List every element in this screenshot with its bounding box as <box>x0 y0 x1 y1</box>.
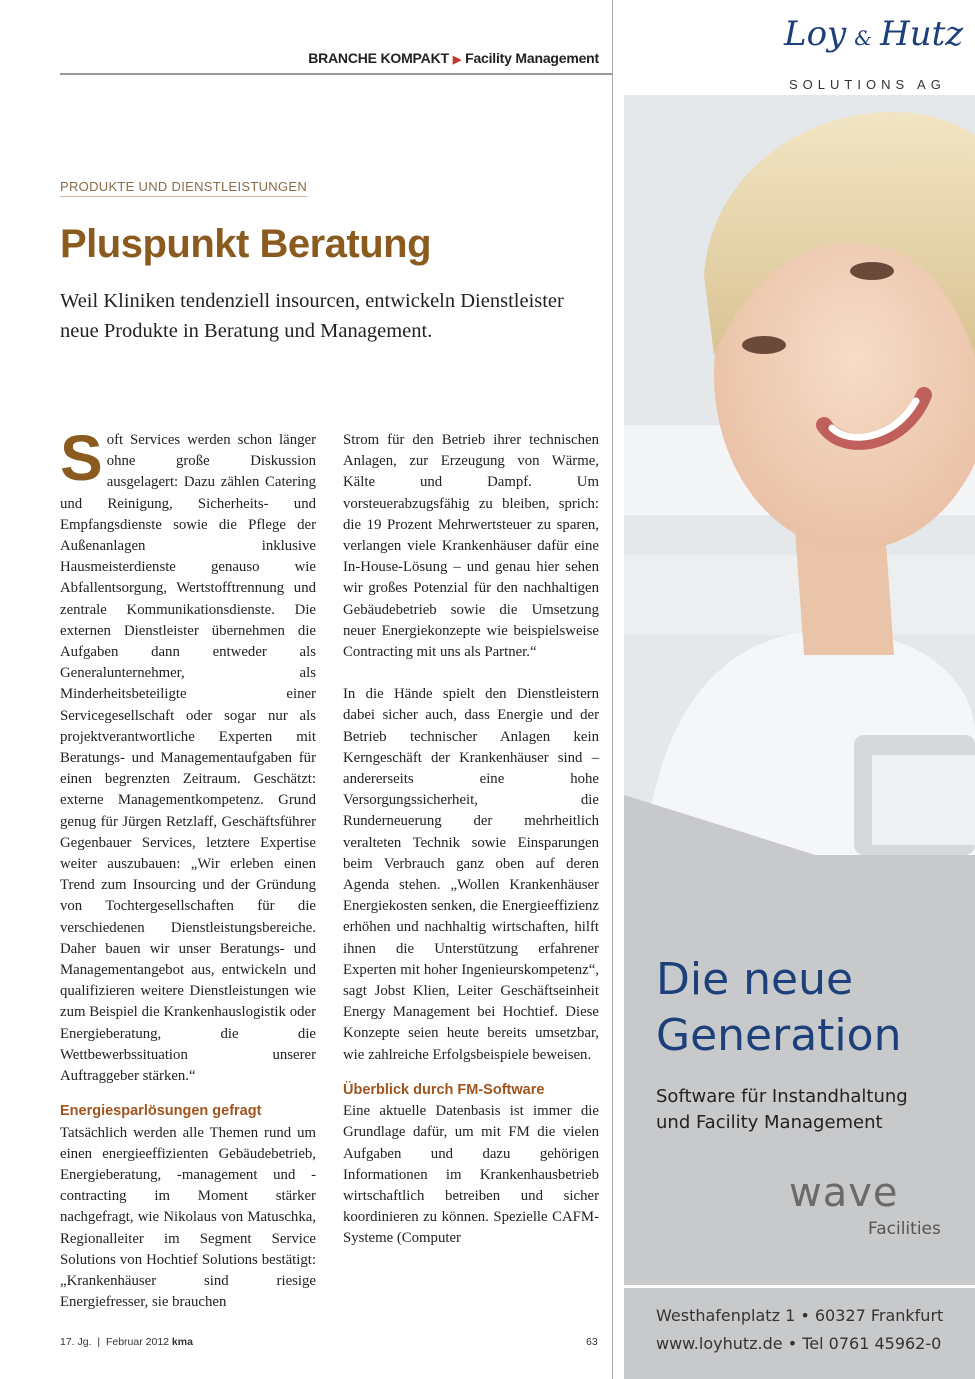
subheading: Überblick durch FM-Software <box>343 1081 545 1098</box>
article-teaser: Weil Kliniken tendenziell insourcen, entwickeln Dienstleister neue Produkte in Beratung und Management. <box>60 290 564 342</box>
ad-address: Westhafenplatz 1 • 60327 Frankfurt <box>656 1306 944 1325</box>
advertisement <box>624 0 975 1379</box>
article-headline: Pluspunkt Beratung <box>60 222 432 266</box>
page-footer <box>60 1336 193 1348</box>
ad-contact-strip <box>624 1285 975 1379</box>
diagonal-shape <box>624 795 975 875</box>
footer-magazine: kma <box>171 1336 193 1348</box>
text-column-1 <box>60 422 316 1313</box>
column-divider <box>612 0 613 1379</box>
triangle-right-icon: ▶ <box>452 54 462 66</box>
ad-contact: www.loyhutz.de • Tel 0761 45962-0 <box>656 1334 942 1353</box>
footer-volume: 17. Jg. <box>60 1336 92 1348</box>
paragraph: Strom für den Betrieb ihrer technischen Anlagen, zur Erzeugung von Wärme, Kälte und Dampf. Um vorsteuerabzugsfähig zu bleiben, sprich: die 19 Prozent Mehrwertsteuer zu sparen, verlangen viele Krankenhäuser dafür eine In-House-Lösung – und genau hier sehen wir großes Potenzial für den nachhaltigen Gebäudebetrieb sowie die Umsetzung neuer Energiekonzepte wie beispielsweise Contracting mit uns als Partner.“ <box>343 432 599 661</box>
ad-headline-line: Generation <box>656 1010 902 1061</box>
woman-portrait-image <box>624 95 975 855</box>
logo-amp: & <box>854 26 873 50</box>
running-head-section: BRANCHE KOMPAKT <box>308 50 449 66</box>
paragraph: Tatsächlich werden alle Themen rund um einen energieeffizienten Gebäudebetrieb, Energieberatung, -management und -contracting im Moment stärker nachgefragt, wie Nikolaus von Matuschka, Regionalleiter im Segment Service Solutions von Hochtief Solutions bestätigt: „Krankenhäuser sind riesige Energiefresser, sie brauchen <box>60 1124 316 1311</box>
header-rule <box>60 73 612 75</box>
footer-separator: | <box>97 1336 101 1348</box>
ad-photo-background <box>624 95 975 855</box>
dropcap: S <box>60 422 103 494</box>
footer-date: Februar 2012 <box>105 1336 169 1348</box>
paragraph-text: oft Services werden schon länger ohne große Diskussion ausgelagert: Dazu zählen Catering und Reinigung, Sicherheits- und Empfangsdienste sowie die Pflege der Außenanlagen inklusive Hausmeisterdienste genauso wie Abfallentsorgung, Wertstofftrennung und zentrale Kommunikationsdienste. Die externen Dienstleister übernehmen die Aufgaben dann entweder als Generalunternehmer, als Minderheitsbeteiligte einer Servicegesellschaft oder sogar nur als projektverantwortliche Experten mit Beratungs- und Managementaufgaben für einen begrenzten Zeitraum. Geschätzt: externe Managementkompetenz. Grund genug für Jürgen Retzlaff, Geschäftsführer Gegenbauer Services, letztere Expertise weiter auszubauen: „Wir erleben einen Trend zum Insourcing und der Gründung von Tochtergesellschaften für die verschiedenen Dienstleistungsbereiche. Daher bauen wir unser Beratungs- und Managementangebot aus, entwickeln und qualifizieren weitere Dienstleistungen wie zum Beispiel die Krankenhauslogistik oder Energieberatung, die die Wettbewerbssituation unserer Auftraggeber stärken.“ <box>60 432 316 1085</box>
paragraph: In die Hände spielt den Dienstleistern dabei sicher auch, dass Energie und der Betrieb technischer Anlagen kein Kerngeschäft der Krankenhäuser sind – andererseits eine hohe Versorgungssicherheit, die Runderneuerung der mehrheitlich veralteten Technik sowie Einsparungen beim Verbrauch ganz oben auf deren Agenda stehen. „Wollen Krankenhäuser Energiekosten senken, die Energieeffizienz erhöhen und nachhaltig wirtschaften, hilft ihnen die Unterstützung erfahrener Experten mit hoher Ingenieurskompetenz“, sagt Jobst Klien, Leiter Geschäftseinheit Energy Management bei Hochtief. Diese Konzepte seien heute bereits umsetzbar, wie zahlreiche Erfolgsbeispiele beweisen. <box>343 686 599 1063</box>
logo-left: Loy <box>784 14 847 54</box>
running-head <box>308 50 599 66</box>
company-logo-subtitle: SOLUTIONS AG <box>789 77 946 92</box>
text-column-2 <box>343 430 599 1250</box>
page-number: 63 <box>586 1336 598 1348</box>
paragraph: Eine aktuelle Datenbasis ist immer die Grundlage dafür, um mit FM die vielen Aufgaben und dazu gehörigen Informationen im Krankenhausbetrieb wirtschaftlich betreiben und sicher koordinieren zu können. Spezielle CAFM-Systeme (Computer <box>343 1103 599 1247</box>
running-head-topic: Facility Management <box>465 50 599 66</box>
subheading: Energiesparlösungen gefragt <box>60 1103 262 1120</box>
company-logo <box>784 14 963 54</box>
ad-subline-line: Software für Instandhaltung <box>656 1086 908 1107</box>
product-logo: wave <box>789 1170 899 1216</box>
ad-subline <box>656 1084 966 1136</box>
section-label: PRODUKTE UND DIENSTLEISTUNGEN <box>60 179 307 197</box>
logo-right: Hutz <box>880 14 964 54</box>
ad-subline-line: und Facility Management <box>656 1112 883 1133</box>
paragraph <box>60 422 316 1087</box>
ad-headline <box>656 952 975 1064</box>
ad-headline-line: Die neue <box>656 954 854 1005</box>
product-logo-subtitle: Facilities <box>868 1219 941 1239</box>
